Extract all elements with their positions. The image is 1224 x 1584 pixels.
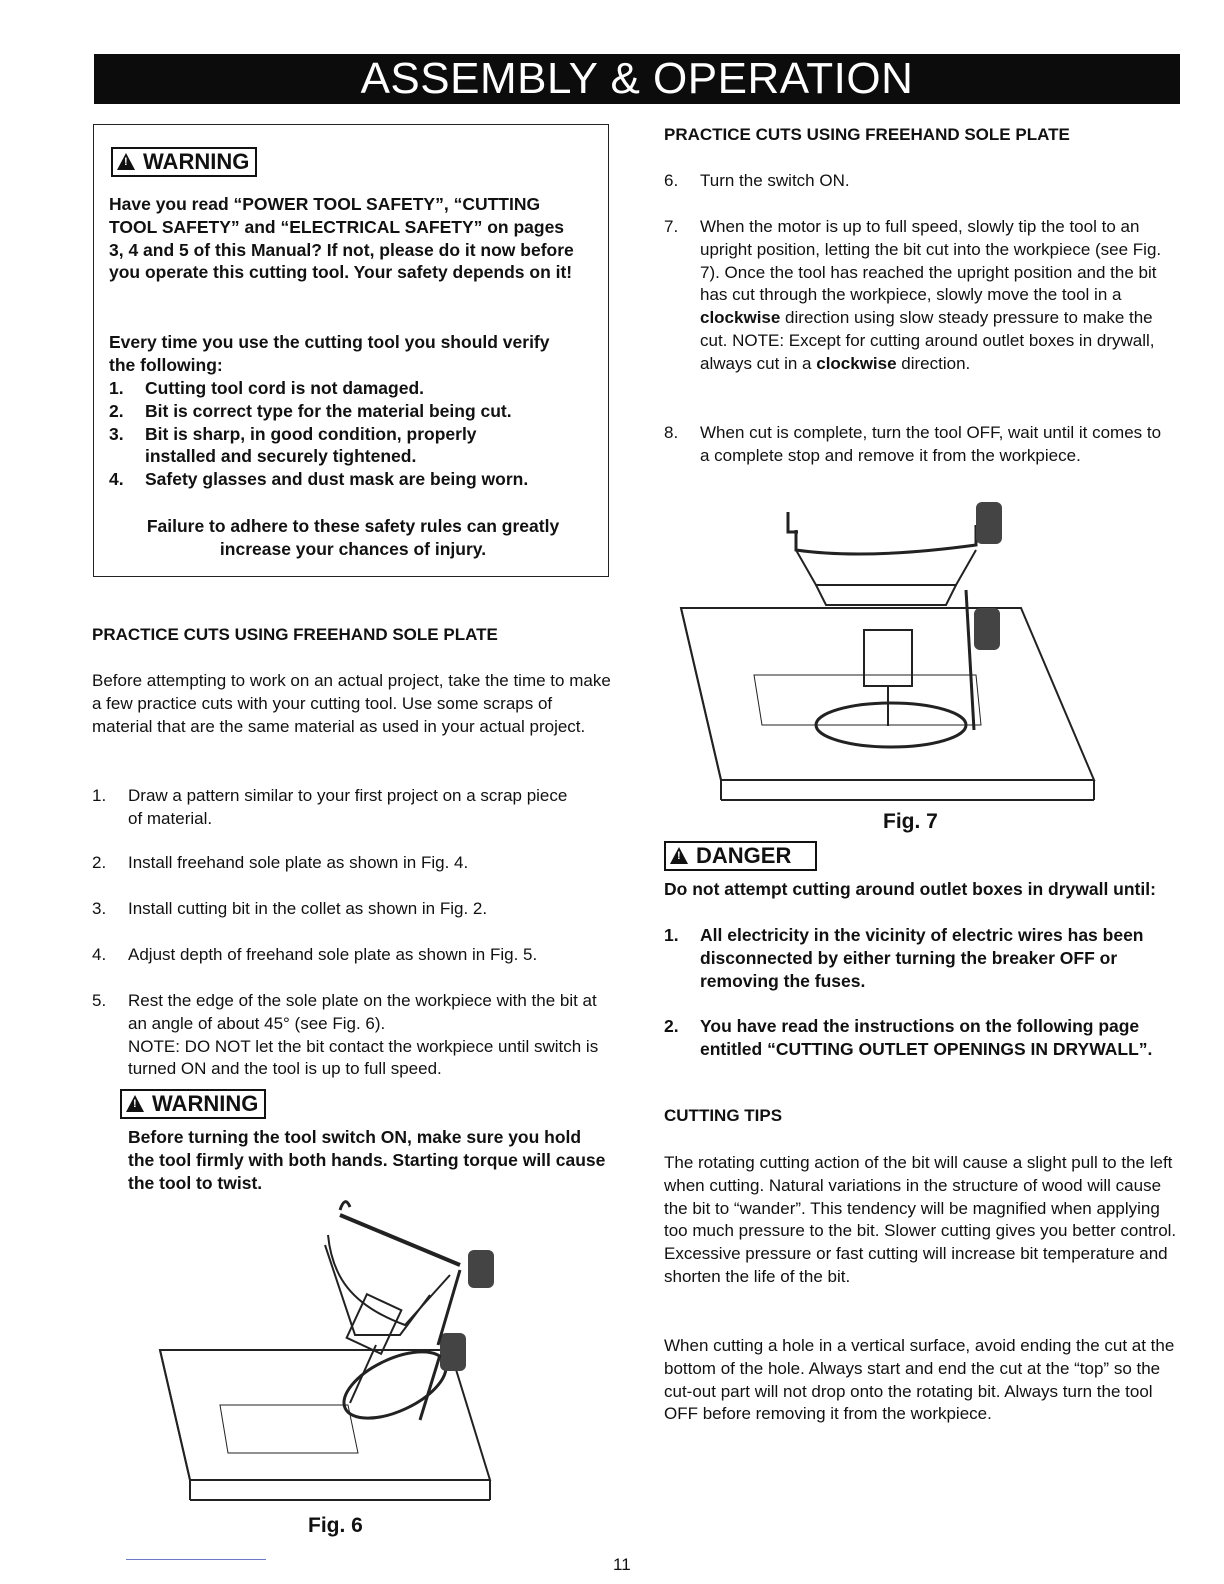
- warning-intro: Have you read “POWER TOOL SAFETY”, “CUTTING TOOL SAFETY” and “ELECTRICAL SAFETY” on pages 3, 4 and 5 of this Manual? If not, please do it now before you operate this cutting tool. Your safety depends on it!: [109, 194, 574, 283]
- left-intro: Before attempting to work on an actual project, take the time to make a few practice cuts with your cutting tool. Use some scraps of material that are the same material as used in your actual project.: [92, 671, 611, 736]
- step-7: 7. When the motor is up to full speed, slowly tip the tool to an upright position, letting the bit cut into the workpiece (see Fig. 7). Once the tool has reached the upright position and the bit has cut through the workpiece, slowly move the tool in a clockwise direction using slow steady pressure to make the cut. NOTE: Except for cutting around outlet boxes in drywall, always cut in a clockwise direction.: [664, 217, 1162, 373]
- danger-intro: Do not attempt cutting around outlet boxes in drywall until:: [664, 879, 1156, 899]
- step-5-note: NOTE: DO NOT let the bit contact the workpiece until switch is turned ON and the tool is up to full speed.: [128, 1036, 599, 1079]
- danger-item-1: 1. All electricity in the vicinity of electric wires has been disconnected by either turning the breaker OFF or removing the fuses.: [664, 925, 1144, 991]
- page-number: 11: [613, 1555, 631, 1574]
- danger-tag: !DANGER: [664, 841, 817, 871]
- warning-triangle-icon: [117, 153, 135, 170]
- step-5: 5. Rest the edge of the sole plate on the workpiece with the bit at an angle of about 45° (see Fig. 6). NOTE: DO NOT let the bit contact the workpiece until switch is turned ON and the tool is up to full speed.: [92, 991, 599, 1079]
- step-1: 1. Draw a pattern similar to your first project on a scrap piece of material.: [92, 786, 568, 828]
- warning-tag-2: !WARNING: [120, 1089, 266, 1119]
- fig-6-illustration: [150, 1195, 500, 1510]
- warning-label: WARNING: [143, 149, 250, 174]
- step-8: 8. When cut is complete, turn the tool OFF, wait until it comes to a complete stop and remove it from the workpiece.: [664, 423, 1162, 465]
- step-3: 3. Install cutting bit in the collet as shown in Fig. 2.: [92, 899, 488, 918]
- knob-icon: [974, 502, 1002, 650]
- warning-triangle-icon: [126, 1095, 144, 1112]
- divider: [126, 1559, 266, 1560]
- list-item: 4. Safety glasses and dust mask are being worn.: [109, 469, 529, 490]
- step-2: 2. Install freehand sole plate as shown in Fig. 4.: [92, 853, 469, 872]
- tips-heading: CUTTING TIPS: [664, 1106, 783, 1125]
- list-item: 2. Bit is correct type for the material being cut.: [109, 400, 512, 421]
- page-banner: ASSEMBLY & OPERATION: [94, 54, 1180, 104]
- warning-verify-intro: Every time you use the cutting tool you should verify the following:: [109, 332, 550, 375]
- tips-paragraph-2: When cutting a hole in a vertical surface, avoid ending the cut at the bottom of the hole. Always start and end the cut at the “top” so the cut-out part will not drop onto the rotating bit. Always turn the tool OFF before removing it from the workpiece.: [664, 1336, 1175, 1424]
- right-section-heading: PRACTICE CUTS USING FREEHAND SOLE PLATE: [664, 125, 1070, 144]
- left-section-heading: PRACTICE CUTS USING FREEHAND SOLE PLATE: [92, 625, 498, 644]
- tips-paragraph-1: The rotating cutting action of the bit will cause a slight pull to the left when cutting. Natural variations in the structure of wood will cause the bit to “wander”. This tendency will be magnified when applying too much pressure to the bit. Slower cutting gives you better control. Excessive pressure or fast cutting will increase bit temperature and shorten the life of the bit.: [664, 1153, 1177, 1286]
- danger-item-2: 2. You have read the instructions on the following page entitled “CUTTING OUTLET OPENINGS IN DRYWALL”.: [664, 1016, 1153, 1059]
- list-item: 1. Cutting tool cord is not damaged.: [109, 378, 425, 398]
- step-4: 4. Adjust depth of freehand sole plate as shown in Fig. 5.: [92, 945, 538, 964]
- fig-7-caption: Fig. 7: [883, 810, 938, 833]
- fig-7-illustration: [676, 490, 1106, 805]
- fig-6-caption: Fig. 6: [308, 1514, 363, 1537]
- danger-triangle-icon: [670, 847, 688, 864]
- step-6: 6. Turn the switch ON.: [664, 171, 850, 190]
- left-warning-text: Before turning the tool switch ON, make sure you hold the tool firmly with both hands. Starting torque will cause the tool to twist.: [128, 1127, 606, 1193]
- list-item: 3. Bit is sharp, in good condition, properly installed and securely tightened.: [109, 423, 477, 467]
- warning-tag: [111, 147, 257, 177]
- warning-failure-text: Failure to adhere to these safety rules can greatly increase your chances of injury.: [146, 516, 560, 559]
- warning-verify-list: [109, 377, 594, 491]
